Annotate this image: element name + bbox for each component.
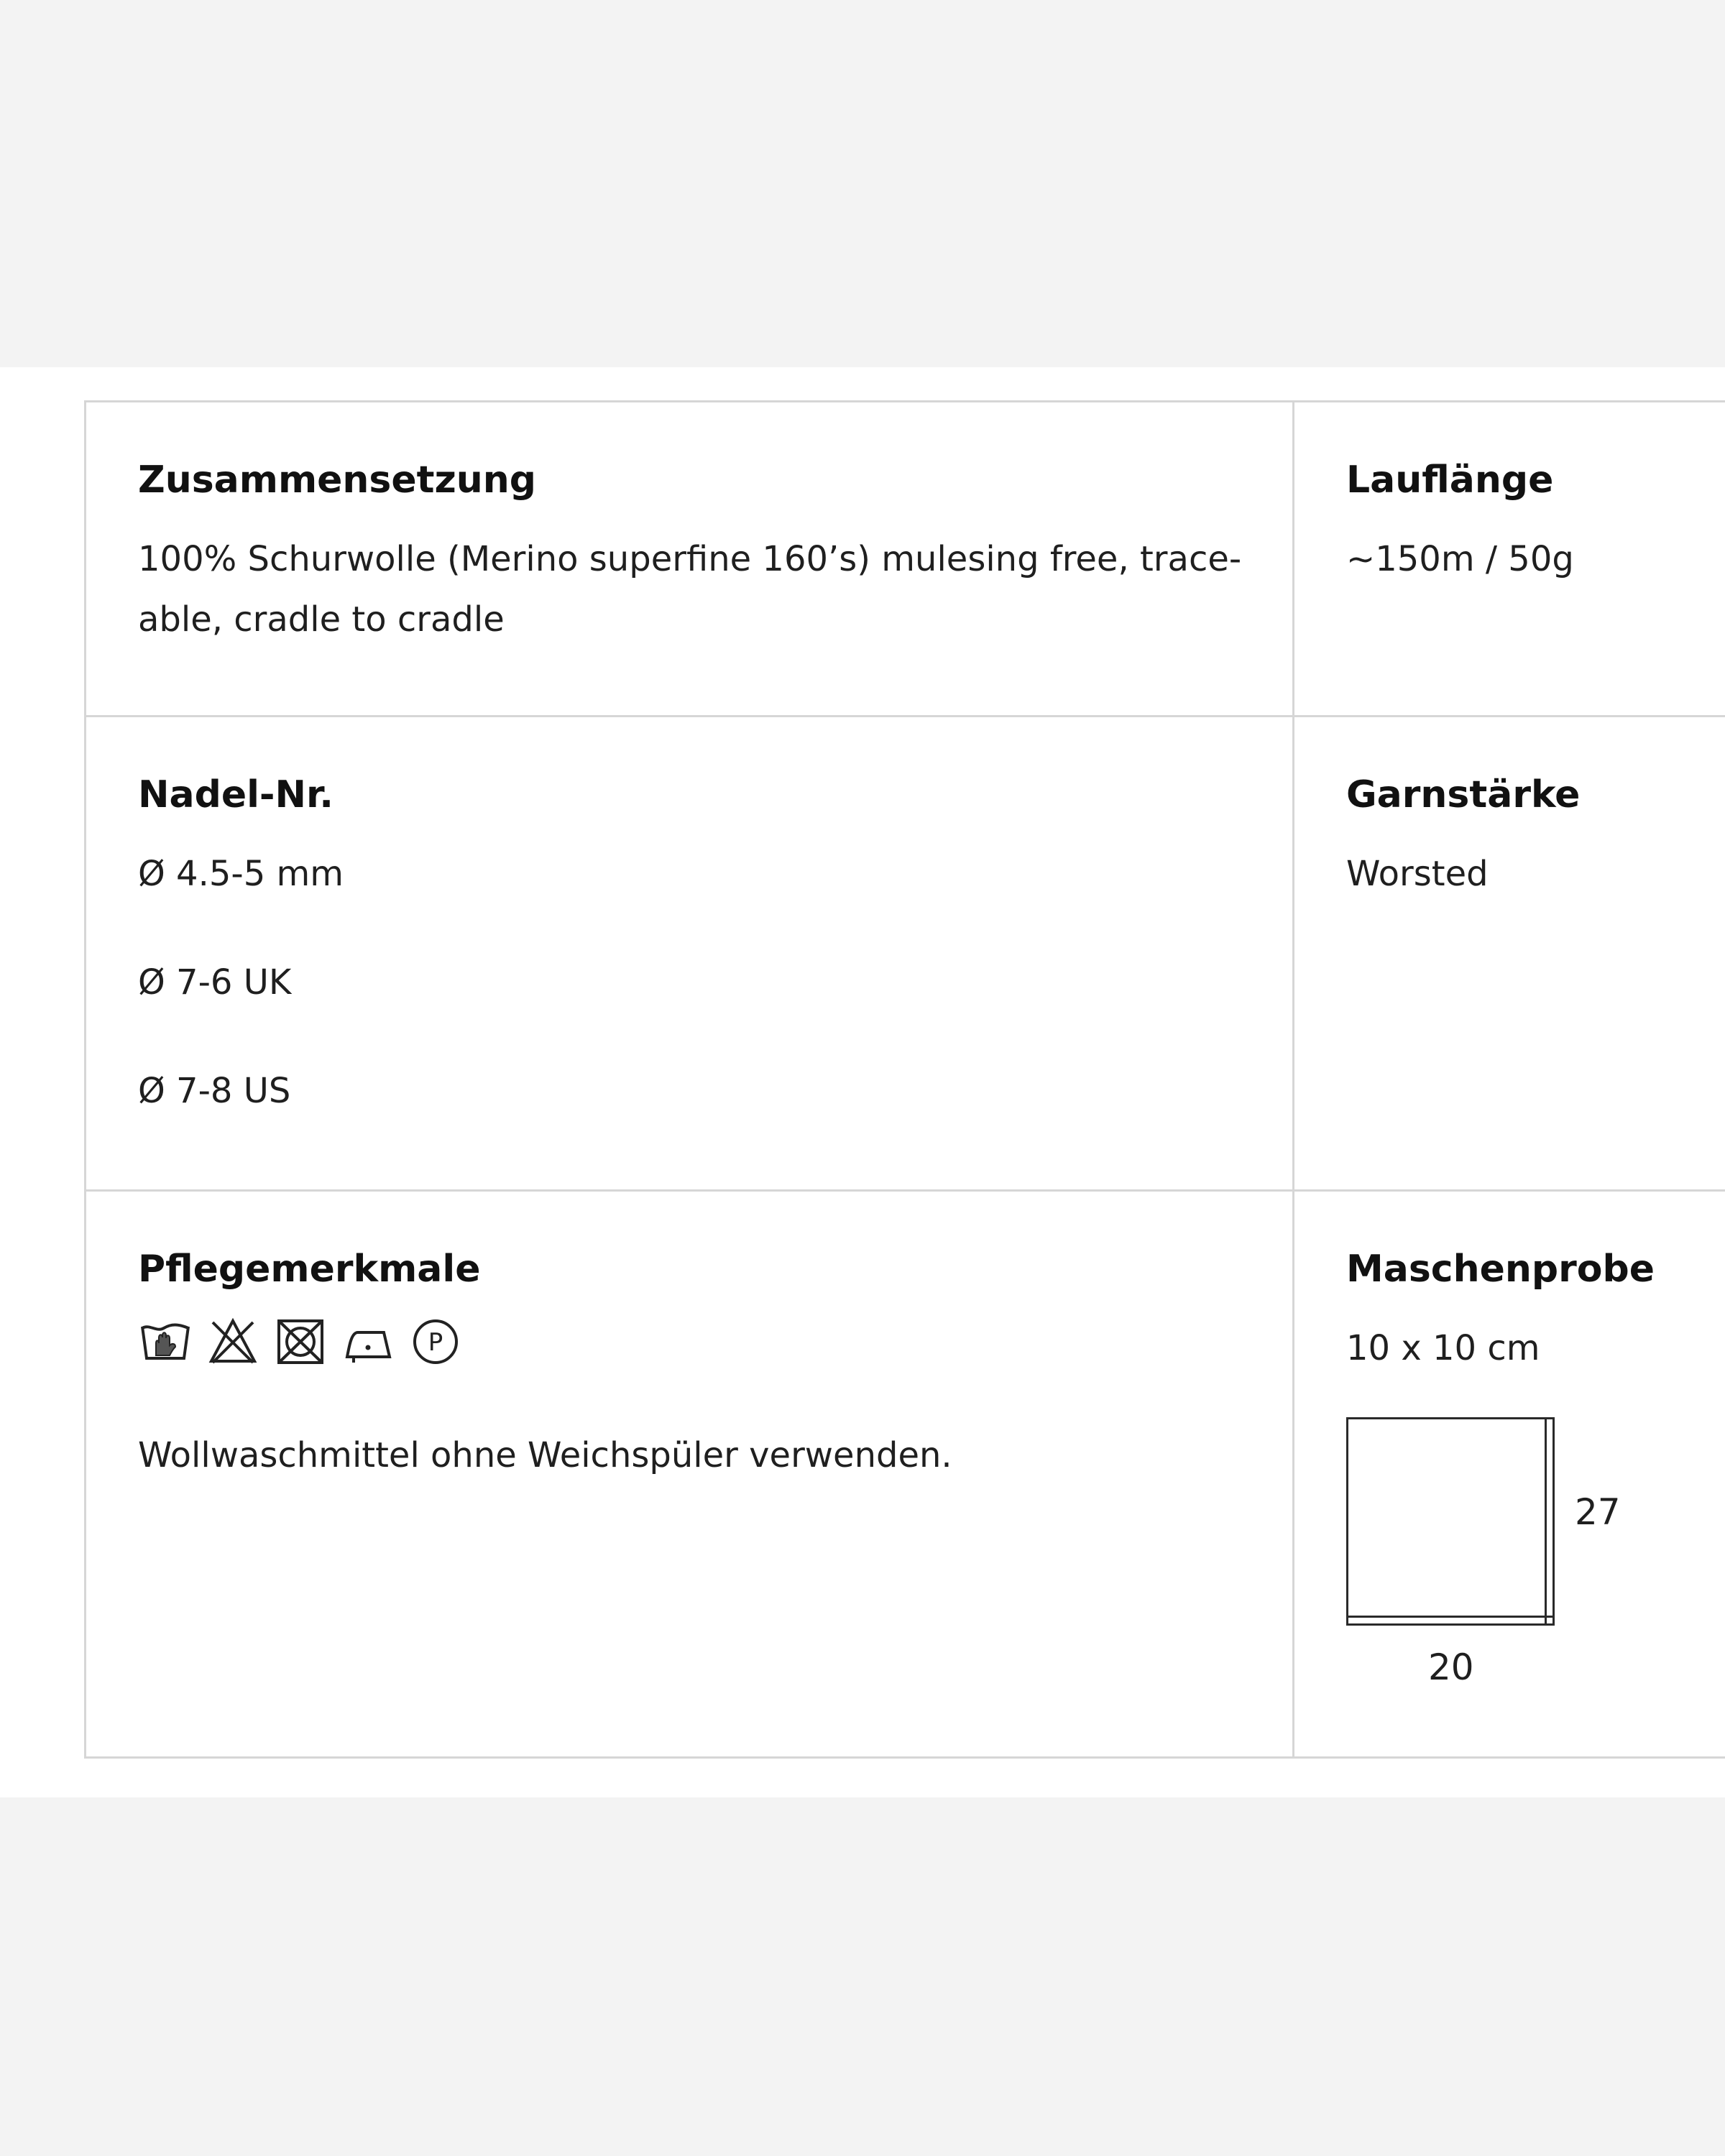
needle-size-item: Ø 7-6 UK <box>138 962 292 1003</box>
yarn-weight-cell <box>1294 717 1725 1189</box>
do-not-tumble-dry-icon <box>273 1315 328 1368</box>
professional-dry-clean-icon <box>408 1315 463 1368</box>
yardage-value: ~150m / 50g <box>1346 539 1574 579</box>
details-row-needle <box>86 717 1725 1192</box>
care-note: Wollwaschmittel ohne Weichspüler verwenden. <box>138 1435 952 1475</box>
yardage-cell <box>1294 402 1725 715</box>
composition-title: Zusammensetzung <box>138 459 537 502</box>
svg-text:P: P <box>428 1328 443 1357</box>
care-symbols <box>138 1315 1292 1368</box>
hand-wash-icon <box>138 1315 193 1368</box>
needle-size-item: Ø 4.5-5 mm <box>138 854 344 894</box>
gauge-title: Maschenprobe <box>1346 1248 1655 1291</box>
needle-cell <box>86 717 1292 1189</box>
composition-value: 100% Schurwolle (Merino superfine 160’s) mulesing free, trace- able, cradle to cradle <box>138 539 1242 640</box>
yardage-title: Lauflänge <box>1346 459 1554 502</box>
do-not-bleach-icon <box>206 1315 260 1368</box>
gauge-diagram <box>1346 1417 1648 1719</box>
yarn-weight-title: Garnstärke <box>1346 773 1581 816</box>
composition-cell <box>86 402 1292 715</box>
details-row-care <box>86 1192 1725 1759</box>
needle-size-item: Ø 7-8 US <box>138 1071 291 1111</box>
care-cell <box>86 1192 1292 1759</box>
gauge-cell <box>1294 1192 1725 1759</box>
details-row-composition <box>86 402 1725 717</box>
yarn-weight-value: Worsted <box>1346 854 1489 894</box>
gauge-rows-label: 27 <box>1575 1491 1621 1533</box>
gauge-square <box>1346 1417 1555 1626</box>
care-title: Pflegemerkmale <box>138 1248 481 1291</box>
iron-low-icon <box>341 1315 395 1368</box>
gauge-size: 10 x 10 cm <box>1346 1328 1540 1368</box>
gauge-stitches-label: 20 <box>1428 1646 1474 1688</box>
needle-title: Nadel-Nr. <box>138 773 334 816</box>
product-details-grid <box>84 400 1725 1759</box>
needle-size-list <box>138 844 1292 1121</box>
